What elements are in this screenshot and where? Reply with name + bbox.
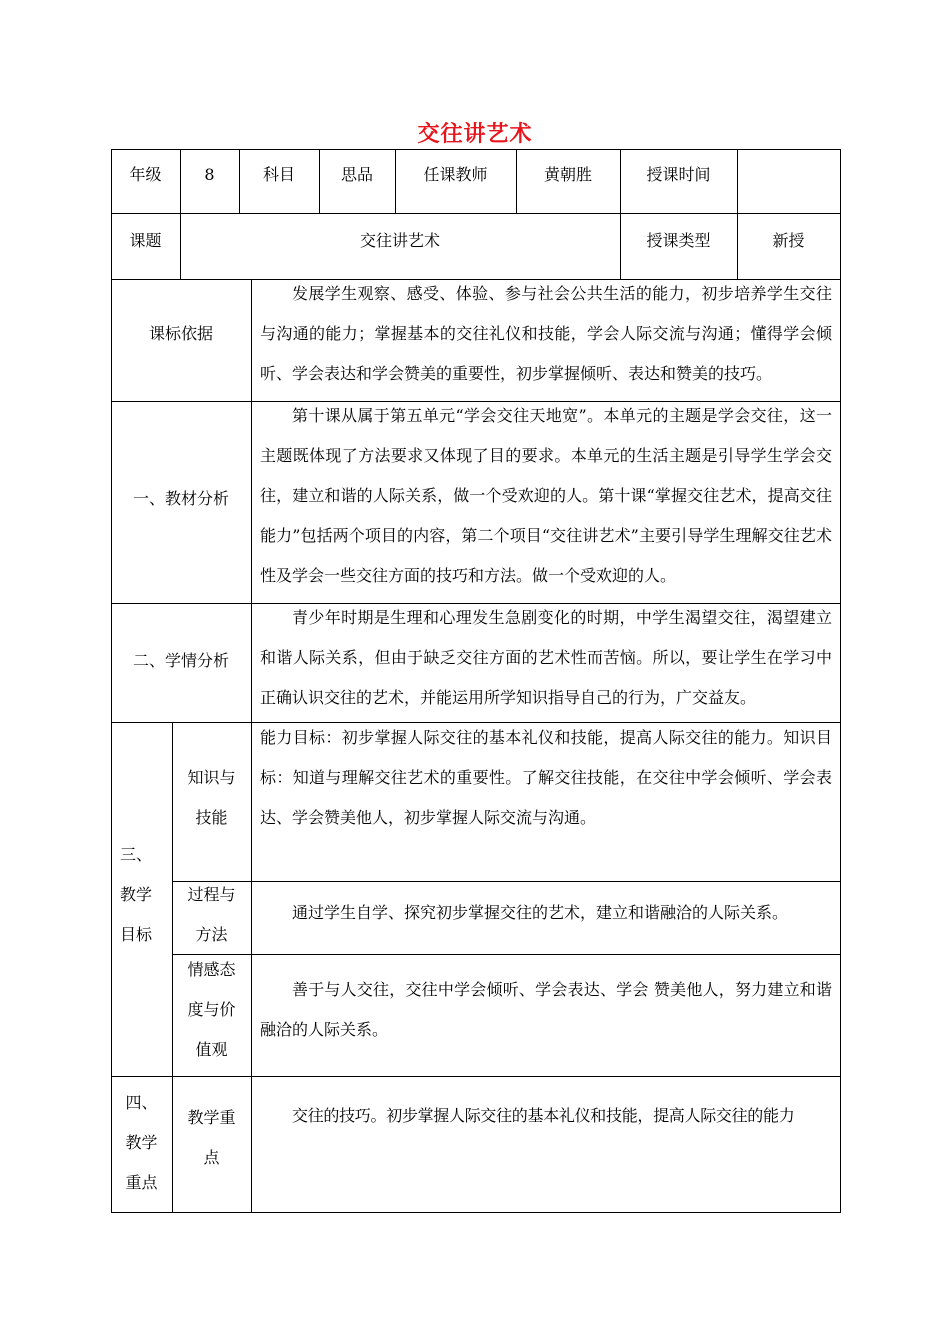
focus-text: 交往的技巧。初步掌握人际交往的基本礼仪和技能，提高人际交往的能力 — [292, 1106, 795, 1125]
table-border-bottom — [111, 1212, 841, 1213]
standard-label: 课标依据 — [148, 324, 213, 343]
focus-sub-label-line: 点 — [203, 1148, 220, 1167]
goals-label — [111, 835, 161, 955]
standard-text: 发展学生观察、感受、体验、参与社会公共生活的能力，初步培养学生交往与沟通的能力；掌握基本的交往礼仪和技能，学会人际交流与沟通；懂得学会倾听、学会表达和学会赞美的重要性，初步掌握倾听、表达和赞美的技巧。 — [260, 284, 832, 383]
focus-sub-label — [172, 1098, 251, 1178]
subject-value: 思品 — [340, 165, 373, 184]
type-label: 授课类型 — [646, 231, 711, 250]
document-title: 交往讲艺术 — [417, 121, 533, 147]
learner-label: 二、学情分析 — [132, 651, 229, 670]
process-label — [172, 875, 251, 955]
attitude-label-line: 情感态 — [187, 960, 236, 979]
learner-text: 青少年时期是生理和心理发生急剧变化的时期，中学生渴望交往，渴望建立和谐人际关系，但由于缺乏交往方面的艺术性而苦恼。所以，要让学生在学习中正确认识交往的艺术，并能运用所学知识指导自己的行为，广交益友。 — [260, 608, 832, 707]
process-text: 通过学生自学、探究初步掌握交往的艺术，建立和谐融洽的人际关系。 — [292, 903, 789, 922]
goals-label-line: 教学 — [119, 885, 152, 904]
knowledge-label-line: 技能 — [195, 808, 228, 827]
row-divider — [172, 881, 841, 882]
attitude-label — [172, 950, 251, 1070]
goals-label-line: 目标 — [119, 925, 152, 944]
time-label: 授课时间 — [646, 165, 711, 184]
goals-label-line: 三、 — [119, 845, 152, 864]
table-border-right — [840, 149, 841, 1213]
attitude-label-line: 值观 — [195, 1040, 228, 1059]
grade-label: 年级 — [129, 165, 162, 184]
material-text: 第十课从属于第五单元“学会交往天地宽”。本单元的主题是学会交往，这一主题既体现了方法要求又体现了目的要求。本单元的生活主题是引导学生学会交往，建立和谐的人际关系，做一个受欢迎的人。第十课“掌握交往艺术，提高交往能力”包括两个项目的内容，第二个项目“交往讲艺术”主要引导学生理解交往艺术性及学会一些交往方面的技巧和方法。做一个受欢迎的人。 — [260, 406, 832, 585]
attitude-label-line: 度与价 — [187, 1000, 236, 1019]
process-label-line: 过程与 — [187, 885, 236, 904]
table-border-top — [111, 149, 841, 150]
subject-label: 科目 — [262, 165, 295, 184]
focus-label-line: 教学 — [125, 1133, 158, 1152]
focus-label — [111, 1083, 172, 1203]
focus-label-line: 四、 — [125, 1093, 158, 1112]
row-divider — [111, 213, 841, 214]
topic-value: 交往讲艺术 — [359, 231, 440, 250]
teacher-value: 黄朝胜 — [543, 165, 592, 184]
teacher-label: 任课教师 — [423, 165, 488, 184]
focus-sub-label-line: 教学重 — [187, 1108, 236, 1127]
focus-label-line: 重点 — [125, 1173, 158, 1192]
row-divider — [172, 954, 841, 955]
material-label: 一、教材分析 — [132, 489, 229, 508]
type-value: 新授 — [772, 231, 805, 250]
knowledge-label-line: 知识与 — [187, 768, 236, 787]
row-divider — [111, 1076, 841, 1077]
knowledge-label — [172, 758, 251, 838]
process-label-line: 方法 — [195, 925, 228, 944]
attitude-text: 善于与人交往，交往中学会倾听、学会表达、学会 赞美他人，努力建立和谐融洽的人际关系。 — [260, 980, 832, 1039]
topic-label: 课题 — [129, 231, 162, 250]
knowledge-text: 能力目标：初步掌握人际交往的基本礼仪和技能，提高人际交往的能力。知识目标：知道与理解交往艺术的重要性。了解交往技能，在交往中学会倾听、学会表达、学会赞美他人，初步掌握人际交流与沟通。 — [260, 728, 832, 827]
table-border-left — [111, 149, 112, 1213]
grade-value: 8 — [204, 165, 215, 184]
